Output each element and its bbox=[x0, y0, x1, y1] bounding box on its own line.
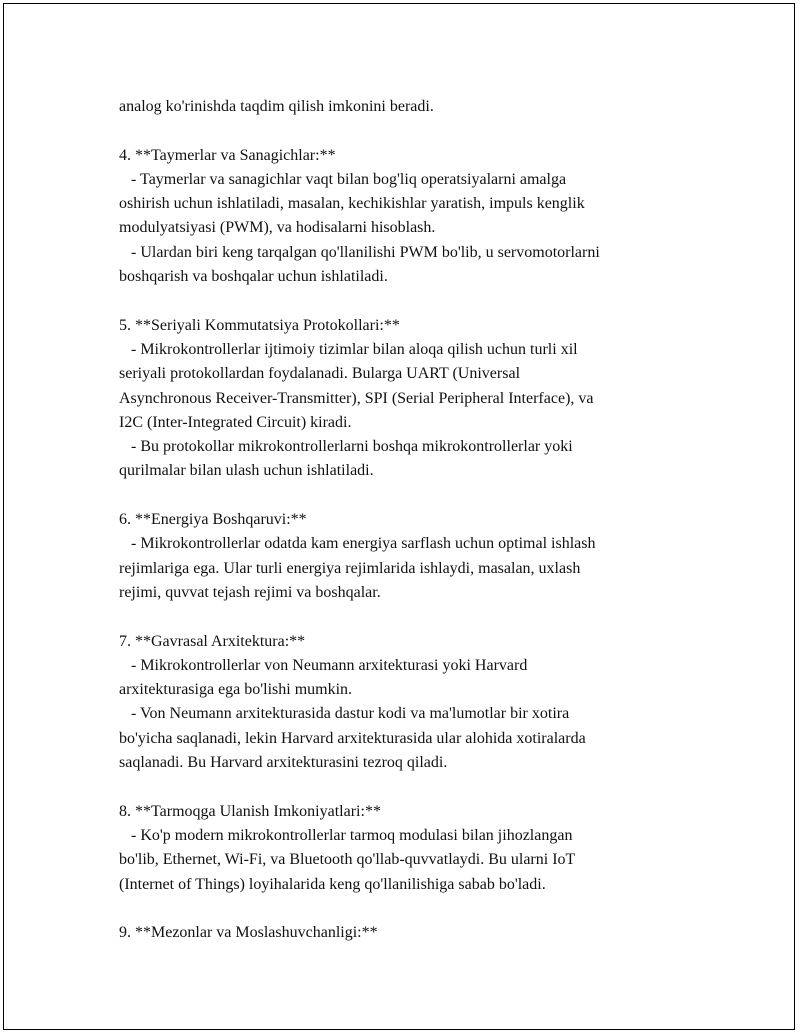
paragraph-line: Asynchronous Receiver-Transmitter), SPI (Serial Peripheral Interface), va bbox=[119, 389, 594, 407]
paragraph-line: seriyali protokollardan foydalanadi. Bularga UART (Universal bbox=[119, 365, 521, 383]
paragraph-line: rejimlariga ega. Ular turli energiya rejimlarida ishlaydi, masalan, uxlash bbox=[119, 559, 581, 577]
paragraph-gap bbox=[119, 897, 719, 921]
paragraph-line: saqlanadi. Bu Harvard arxitekturasini tezroq qiladi. bbox=[119, 754, 448, 772]
paragraph-line: boshqarish va boshqalar uchun ishlatiladi. bbox=[119, 268, 388, 286]
paragraph-line: - Von Neumann arxitekturasida dastur kodi va ma'lumotlar bir xotira bbox=[119, 705, 570, 723]
paragraph-line: - Taymerlar va sanagichlar vaqt bilan bog'liq operatsiyalarni amalga bbox=[119, 170, 567, 188]
paragraph-line: bo'lib, Ethernet, Wi-Fi, va Bluetooth qo'llab-quvvatlaydi. Bu ularni IoT bbox=[119, 851, 576, 869]
paragraph-line: (Internet of Things) loyihalarida keng qo'llanilishiga sabab bo'ladi. bbox=[119, 875, 546, 893]
paragraph-gap bbox=[119, 775, 719, 799]
paragraph-line: - Mikrokontrollerlar von Neumann arxitekturasi yoki Harvard bbox=[119, 656, 528, 674]
paragraph-gap bbox=[119, 605, 719, 629]
paragraph-line: - Ulardan biri keng tarqalgan qo'llanilishi PWM bo'lib, u servomotorlarni bbox=[119, 243, 600, 261]
section-heading: 5. **Seriyali Kommutatsiya Protokollari:** bbox=[119, 316, 400, 334]
paragraph-line: oshirish uchun ishlatiladi, masalan, kechikishlar yaratish, impuls kenglik bbox=[119, 195, 585, 213]
section-heading: 8. **Tarmoqga Ulanish Imkoniyatlari:** bbox=[119, 802, 381, 820]
paragraph-line: qurilmalar bilan ulash uchun ishlatiladi. bbox=[119, 462, 374, 480]
paragraph-line: rejimi, quvvat tejash rejimi va boshqalar. bbox=[119, 583, 381, 601]
paragraph-line: bo'yicha saqlanadi, lekin Harvard arxitekturasida ular alohida xotiralarda bbox=[119, 729, 586, 747]
paragraph-line: - Ko'p modern mikrokontrollerlar tarmoq modulasi bilan jihozlangan bbox=[119, 826, 573, 844]
paragraph-gap bbox=[119, 289, 719, 313]
section-heading: 4. **Taymerlar va Sanagichlar:** bbox=[119, 146, 336, 164]
paragraph-line: I2C (Inter-Integrated Circuit) kiradi. bbox=[119, 413, 352, 431]
section-heading: 9. **Mezonlar va Moslashuvchanligi:** bbox=[119, 924, 378, 942]
paragraph-line: - Mikrokontrollerlar odatda kam energiya sarflash uchun optimal ishlash bbox=[119, 535, 596, 553]
paragraph-line: analog ko'rinishda taqdim qilish imkonini beradi. bbox=[119, 98, 434, 115]
section-heading: 6. **Energiya Boshqaruvi:** bbox=[119, 511, 307, 529]
section-heading: 7. **Gavrasal Arxitektura:** bbox=[119, 632, 306, 650]
paragraph-line: - Mikrokontrollerlar ijtimoiy tizimlar bilan aloqa qilish uchun turli xil bbox=[119, 340, 578, 358]
document-page bbox=[3, 3, 795, 1030]
document-body bbox=[119, 95, 719, 945]
paragraph-line: - Bu protokollar mikrokontrollerlarni boshqa mikrokontrollerlar yoki bbox=[119, 438, 573, 456]
paragraph-gap bbox=[119, 119, 719, 143]
paragraph-line: arxitekturasiga ega bo'lishi mumkin. bbox=[119, 681, 353, 699]
paragraph-gap bbox=[119, 484, 719, 508]
paragraph-line: modulyatsiyasi (PWM), va hodisalarni hisoblash. bbox=[119, 219, 436, 237]
